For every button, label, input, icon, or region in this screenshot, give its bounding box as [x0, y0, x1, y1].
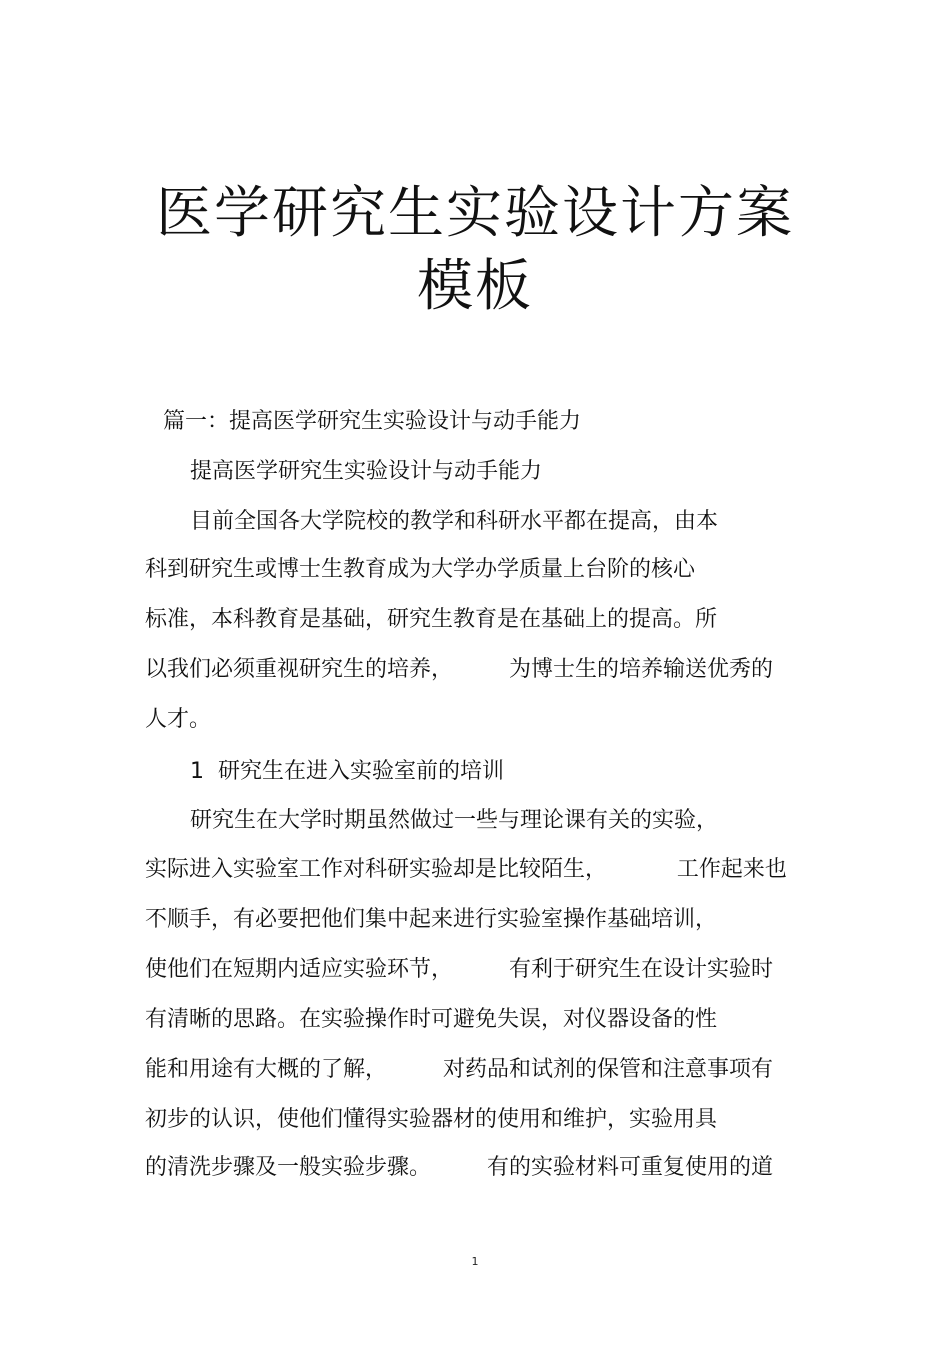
body-line: 初步的认识，使他们懂得实验器材的使用和维护，实验用具 [145, 1107, 718, 1132]
body-line: 科到研究生或博士生教育成为大学办学质量上台阶的核心 [145, 557, 696, 582]
page-number: 1 [471, 1255, 479, 1268]
document-title-line-2: 模板 [417, 254, 533, 319]
body-line: 实际进入实验室工作对科研实验却是比较陌生， 工作起来也 [145, 857, 787, 882]
section-heading: 篇一：提高医学研究生实验设计与动手能力 [163, 409, 582, 434]
body-line: 使他们在短期内适应实验环节， 有利于研究生在设计实验时 [145, 957, 773, 982]
body-line: 不顺手，有必要把他们集中起来进行实验室操作基础培训， [145, 907, 718, 932]
subsection-heading: 1 研究生在进入实验室前的培训 [190, 759, 504, 784]
body-line: 有清晰的思路。在实验操作时可避免失误，对仪器设备的性 [145, 1007, 718, 1032]
article-title: 提高医学研究生实验设计与动手能力 [190, 459, 543, 484]
body-line: 以我们必须重视研究生的培养， 为博士生的培养输送优秀的 [145, 657, 773, 682]
body-line: 研究生在大学时期虽然做过一些与理论课有关的实验， [190, 808, 719, 833]
body-line: 人才。 [145, 707, 212, 732]
body-line: 标准，本科教育是基础，研究生教育是在基础上的提高。所 [145, 607, 718, 632]
document-title-line-1: 医学研究生实验设计方案 [156, 181, 794, 246]
body-line: 能和用途有大概的了解， 对药品和试剂的保管和注意事项有 [145, 1057, 773, 1082]
body-line: 的清洗步骤及一般实验步骤。 有的实验材料可重复使用的道 [145, 1155, 773, 1180]
body-line: 目前全国各大学院校的教学和科研水平都在提高，由本 [190, 509, 719, 534]
